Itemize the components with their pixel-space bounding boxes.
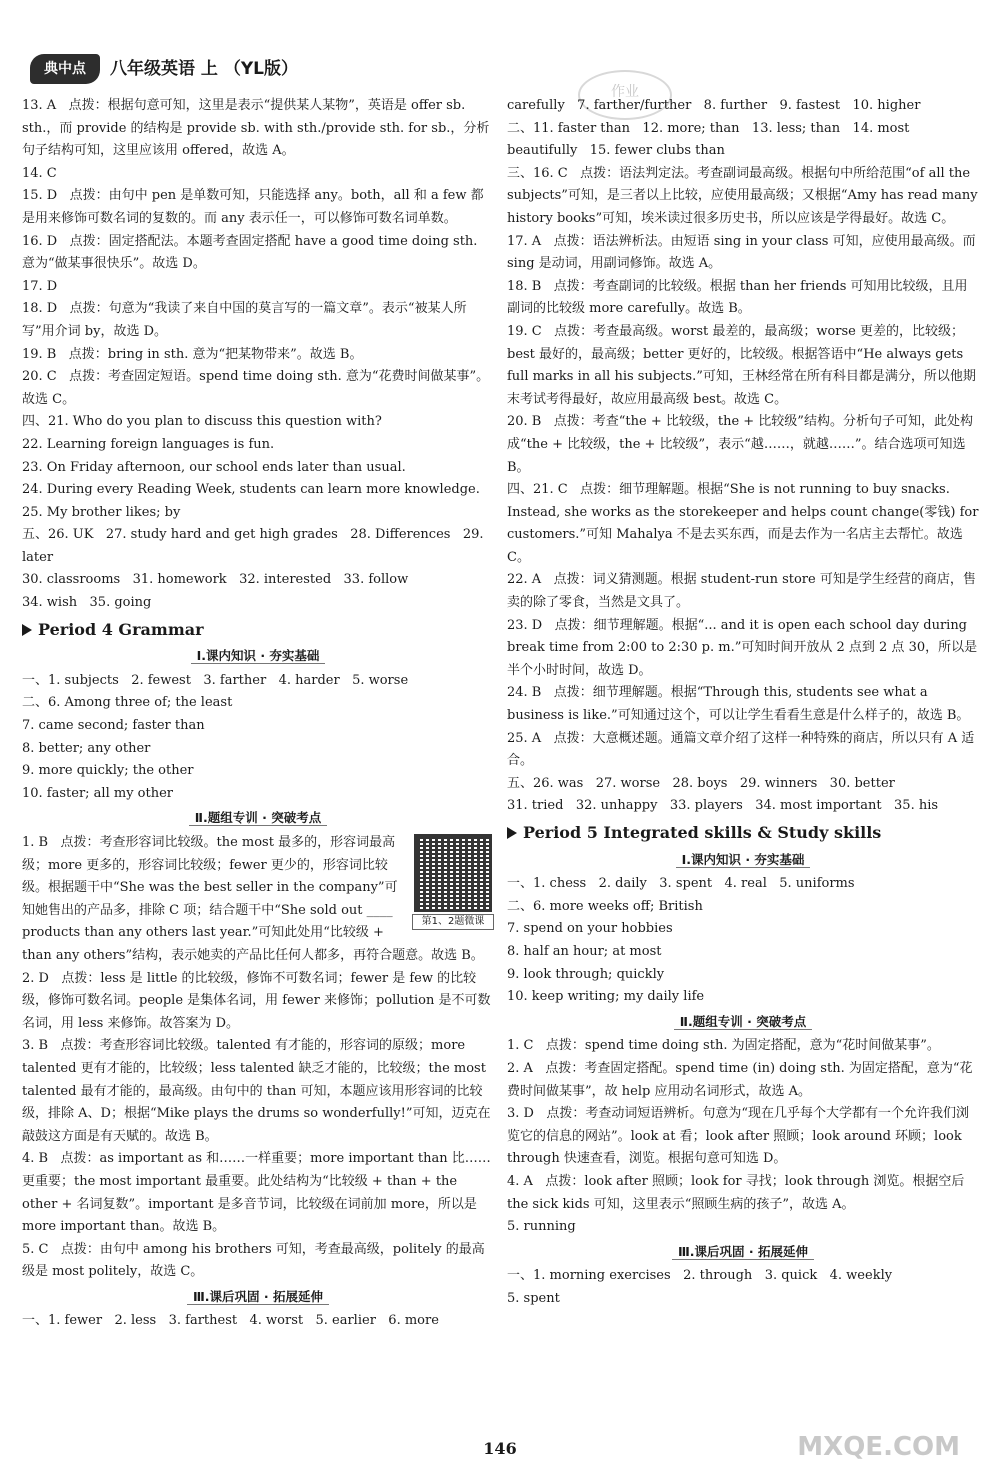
answer-line: 7. spend on your hobbies [507,921,673,937]
answer-line: 1. C 点拨：spend time doing sth. 为固定搭配，意为“花时间做某事”。 [507,1038,940,1054]
answer-line: 15. D 点拨：由句中 pen 是单数可知，只能选择 any。both，all 和 a few 都是用来修饰可数名词的复数的。而 any 表示任一，可以修饰可数名词单数。 [22,188,484,226]
qr-code-icon[interactable] [414,834,492,912]
answer-line: 一、1. fewer 2. less 3. farthest 4. worst 5. earlier 6. more [22,1313,439,1329]
answer-line: 4. A 点拨：look after 照顾；look for 寻找；look through 浏览。根据空后 the sick kids 可知，这里表示“照顾生病的孩子”，故选 A。 [507,1173,969,1212]
section-heading [22,645,494,668]
answer-line: 13. A 点拨：根据句意可知，这里是表示“提供某人某物”，英语是 offer sb. sth.，而 provide 的结构是 provide sb. with sth./provide sth. for sb.，分析句子结构可知，这里应该用 offered，故选 A。 [22,98,490,159]
answer-line: 20. B 点拨：考查“the + 比较级，the + 比较级”结构。分析句子可知，此处构成“the + 比较级，the + 比较级”，表示“越……，就越……”。结合选项可知选 B。 [507,414,973,475]
section-title: Ⅱ.题组专训 · 突破考点 [674,1014,812,1030]
answer-line: 19. C 点拨：考查最高级。worst 最差的，最高级；worse 更差的，比较级；best 最好的，最高级；better 更好的，比较级。根据答语中“He always gets full marks in all his subjects.”可知，王林经常在所有科目都是满分，所以他期末考试考得最好，故应用最高级 best。故选 C。 [507,323,976,407]
period-title: Period 5 Integrated skills & Study skills [523,823,882,842]
section-title: Ⅰ.课内知识 · 夯实基础 [191,648,326,664]
answer-line: 二、6. Among three of; the least [22,695,233,711]
page-number: 146 [483,1439,517,1458]
answer-line: 25. My brother likes; by [22,504,181,520]
answer-line: 四、21. C 点拨：细节理解题。根据“She is not running to buy snacks. Instead, she works as the storekeeper and helps count change(零钱) for customers.”可知 Mahalya 不是去买东西，而是去作为一名店主去帮忙。故选 C。 [507,482,983,565]
answer-line: 5. running [507,1219,576,1235]
answer-line: 一、1. chess 2. daily 3. spent 4. real 5. uniforms [507,876,855,892]
section-title: Ⅱ.题组专训 · 突破考点 [189,810,327,826]
answer-line: 8. half an hour; at most [507,943,662,959]
brand-logo: 典中点 [30,54,100,84]
period-title: Period 4 Grammar [38,619,204,639]
period-heading [22,619,494,642]
answer-line: 二、11. faster than 12. more; than 13. less; than 14. most beautifully 15. fewer clubs than [507,120,914,159]
answer-line: 24. During every Reading Week, students can learn more knowledge. [22,482,480,498]
answer-line: 二、6. more weeks off; British [507,898,703,914]
answer-line: 10. keep writing; my daily life [507,989,705,1005]
answer-line: 17. A 点拨：语法辨析法。由短语 sing in your class 可知，应使用最高级。而 sing 是动词，用副词修饰。故选 A。 [507,233,980,272]
answer-line: 14. C [22,165,57,181]
answer-line: 23. D 点拨：细节理解题。根据“... and it is open each school day during break time from 2:00 to 2:30 p. m.”可知时间开放从 2 点到 2 点 30，所以是半个小时时间，故选 D。 [507,617,978,678]
answer-line: 四、21. Who do you plan to discuss this question with? [22,414,382,430]
answer-line: 9. more quickly; the other [22,763,194,779]
answer-line: 2. D 点拨：less 是 little 的比较级，修饰不可数名词；fewer 是 few 的比较级，修饰可数名词。people 是集体名词，用 fewer 来修饰；pollution 是不可数名词，用 less 来修饰。故答案为 D。 [22,970,491,1031]
answer-line: 1. B 点拨：考查形容词比较级。the most 最多的，形容词最高级；more 更多的，形容词比较级；fewer 更少的，形容词比较级。根据题干中“She was the best seller in the company”可知她售出的产品多，排除 C 项；结合题干中“She sold out ____ products than any others last year.”可知此处用“比较级 + than any others”结构，表示她卖的产品比任何人都多，再符合题意。故选 B。 [22,835,484,963]
answer-line: 23. On Friday afternoon, our school ends later than usual. [22,459,406,475]
answer-line: 五、26. UK 27. study hard and get high grades 28. Differences 29. later [22,527,488,565]
answer-line: 31. tried 32. unhappy 33. players 34. most important 35. his [507,798,939,814]
answer-line: 34. wish 35. going [22,595,152,611]
site-watermark: MXQE.COM [797,1432,960,1463]
answer-line: 20. C 点拨：考查固定短语。spend time doing sth. 意为“花费时间做某事”。故选 C。 [22,369,490,407]
qr-code-block[interactable] [412,834,494,930]
answer-line: 三、16. C 点拨：语法判定法。考查副词最高级。根据句中所给范围“of all the subjects”可知，是三者以上比较，应使用最高级；又根据“Amy has read many history books”可知，埃米读过很多历史书，所以应该是学得最好。故选 C。 [507,165,982,226]
book-title: 八年级英语 上 （YL版） [110,58,298,79]
qr-caption: 第1、2题微课 [412,914,494,930]
period-heading [507,822,979,845]
section-heading [507,1011,979,1034]
page-header [30,52,500,86]
answer-line: 五、26. was 27. worse 28. boys 29. winners 30. better [507,775,895,791]
answer-line: 4. B 点拨：as important as 和……一样重要；more important than 比……更重要；the most important 最重要。此处结构为“比较级 + than + the other + 名词复数”。important 是多音节词，比较级在词前加 more，所以是 more important than。故选 B。 [22,1151,491,1235]
answer-line: 17. D [22,278,58,294]
section-heading [22,1286,494,1309]
answer-line: 18. B 点拨：考查副词的比较级。根据 than her friends 可知用比较级，且用副词的比较级 more carefully。故选 B。 [507,278,968,317]
section-heading [507,849,979,872]
triangle-icon [507,827,517,839]
answer-line: 25. A 点拨：大意概述题。通篇文章介绍了这样一种特殊的商店，所以只有 A 适合。 [507,730,975,769]
answer-line: 8. better; any other [22,740,151,756]
answer-line: 3. B 点拨：考查形容词比较级。talented 有才能的，形容词的原级；more talented 更有才能的，比较级；less talented 缺乏才能的，比较级；the most talented 最有才能的，最高级。由句中的 than 可知，本题应该用形容词的比较级，排除 A、D；根据“Mike plays the drums so wonderfully!”可知，迈克在敲鼓这方面是有天赋的。故选 B。 [22,1038,491,1144]
answer-line: 9. look through; quickly [507,966,665,982]
answer-line: 3. D 点拨：考查动词短语辨析。句意为“现在几乎每个大学都有一个允许我们浏览它的信息的网站”。look at 看；look after 照顾；look around 环顾；look through 快速查看，浏览。根据句意可知选 D。 [507,1106,970,1167]
answer-line: 16. D 点拨：固定搭配法。本题考查固定搭配 have a good time doing sth. 意为“做某事很快乐”。故选 D。 [22,233,482,272]
answer-line: 7. came second; faster than [22,718,205,734]
answer-line: carefully 7. farther/further 8. further 9. fastest 10. higher [507,98,921,113]
answer-line: 18. D 点拨：句意为“我读了来自中国的莫言写的一篇文章”。表示“被某人所写”用介词 by，故选 D。 [22,301,467,339]
answer-line: 5. C 点拨：由句中 among his brothers 可知，考查最高级，politely 的最高级是 most politely，故选 C。 [22,1241,485,1280]
answer-line: 22. A 点拨：词义猜测题。根据 student-run store 可知是学生经营的商店，售卖的除了零食，当然是文具了。 [507,572,976,611]
triangle-icon [22,624,32,636]
section-heading [22,807,494,830]
answer-line: 一、1. subjects 2. fewest 3. farther 4. harder 5. worse [22,672,409,688]
answer-line: 5. spent [507,1290,560,1306]
section-title: Ⅲ.课后巩固 · 拓展延伸 [187,1289,329,1305]
answer-line: 2. A 点拨：考查固定搭配。spend time (in) doing sth. 为固定搭配，意为“花费时间做某事”，故 help 应用动名词形式，故选 A。 [507,1060,973,1099]
section-title: Ⅲ.课后巩固 · 拓展延伸 [672,1244,814,1260]
answer-line: 30. classrooms 31. homework 32. interested 33. follow [22,572,409,588]
section-heading [507,1241,979,1264]
answer-line: 10. faster; all my other [22,785,174,801]
stamp-watermark: 作业 [578,70,672,120]
answer-line: 24. B 点拨：细节理解题。根据“Through this, students see what a business is like.”可知通过这个，可以让学生看看生意是什么样子的，故选 B。 [507,685,970,724]
answer-line: 19. B 点拨：bring in sth. 意为“把某物带来”。故选 B。 [22,346,363,362]
answer-line: 22. Learning foreign languages is fun. [22,436,275,452]
right-column [507,95,983,1310]
left-column [22,95,494,1333]
section-title: Ⅰ.课内知识 · 夯实基础 [676,852,811,868]
answer-line: 一、1. morning exercises 2. through 3. quick 4. weekly [507,1268,893,1284]
